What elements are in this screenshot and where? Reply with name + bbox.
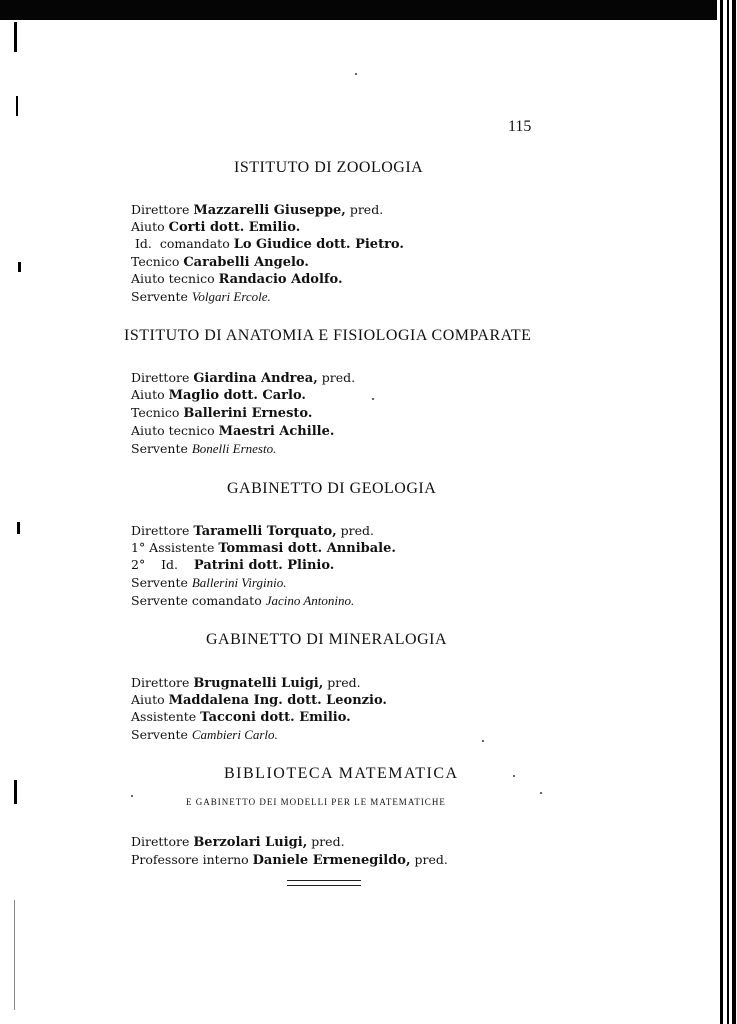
- staff-suffix: pred.: [317, 370, 356, 385]
- staff-entry: [131, 523, 374, 539]
- scan-left-edge: [0, 0, 24, 1024]
- staff-name: Tommasi dott. Annibale.: [218, 541, 396, 556]
- section-heading-geologia: GABINETTO DI GEOLOGIA: [227, 480, 437, 497]
- section-subheading-biblioteca: E GABINETTO DEI MODELLI PER LE MATEMATICHE: [186, 797, 446, 807]
- staff-name: Patrini dott. Plinio.: [193, 558, 335, 573]
- staff-name-italic: Jacino Antonino.: [265, 593, 355, 608]
- staff-role: Aiuto: [131, 219, 169, 234]
- scan-speck: [131, 795, 133, 797]
- staff-name: Taramelli Torquato,: [193, 524, 337, 539]
- staff-role: Tecnico: [131, 254, 184, 269]
- staff-suffix: pred.: [307, 834, 345, 849]
- staff-name: Mazzarelli Giuseppe,: [193, 203, 346, 218]
- staff-role: Direttore: [131, 675, 194, 690]
- staff-name-italic: Volgari Ercole.: [191, 289, 271, 304]
- staff-entry: [131, 540, 396, 556]
- staff-entry: [131, 675, 361, 691]
- staff-entry: [131, 593, 354, 609]
- section-heading-zoologia: ISTITUTO DI ZOOLOGIA: [234, 159, 424, 176]
- staff-role: Servente: [131, 289, 192, 304]
- staff-entry: [131, 219, 300, 235]
- staff-entry: [131, 834, 345, 850]
- staff-name: Maglio dott. Carlo.: [168, 388, 306, 403]
- staff-role: Id. comandato: [131, 236, 234, 251]
- staff-name: Giardina Andrea,: [193, 371, 318, 386]
- scan-right-edge: [717, 0, 737, 1024]
- page-number: 115: [508, 118, 532, 135]
- staff-name-italic: Bonelli Ernesto.: [191, 441, 277, 456]
- staff-role: Direttore: [131, 202, 194, 217]
- staff-role: Servente: [131, 727, 192, 742]
- staff-name: Brugnatelli Luigi,: [193, 676, 324, 691]
- staff-entry: [131, 575, 286, 591]
- section-heading-biblioteca: BIBLIOTECA MATEMATICA: [224, 765, 459, 782]
- staff-entry: [131, 236, 404, 252]
- staff-suffix: pred.: [336, 523, 375, 538]
- staff-entry: [131, 271, 342, 287]
- staff-role: Servente comandato: [131, 593, 266, 608]
- staff-entry: [131, 441, 276, 457]
- staff-name-italic: Cambieri Carlo.: [191, 727, 278, 742]
- staff-entry: [131, 254, 309, 270]
- staff-entry: [131, 709, 351, 725]
- staff-role: Direttore: [131, 523, 194, 538]
- staff-role: 2° Id.: [131, 557, 194, 572]
- staff-entry: [131, 852, 448, 868]
- scan-speck: [513, 775, 515, 777]
- staff-entry: [131, 370, 355, 386]
- staff-suffix: pred.: [410, 852, 448, 867]
- scan-speck: [372, 398, 374, 400]
- staff-name: Lo Giudice dott. Pietro.: [233, 237, 404, 252]
- staff-role: Assistente: [131, 709, 201, 724]
- staff-role: Direttore: [131, 834, 194, 849]
- staff-name: Randacio Adolfo.: [218, 272, 343, 287]
- section-heading-anatomia: ISTITUTO DI ANATOMIA E FISIOLOGIA COMPARATE: [124, 327, 532, 344]
- scan-speck: [355, 73, 357, 75]
- staff-name: Ballerini Ernesto.: [183, 406, 313, 421]
- staff-role: Aiuto: [131, 387, 169, 402]
- staff-entry: [131, 387, 306, 403]
- staff-entry: [131, 727, 278, 743]
- staff-role: Direttore: [131, 370, 194, 385]
- staff-entry: [131, 423, 334, 439]
- staff-role: Professore interno: [131, 852, 253, 867]
- staff-name: Corti dott. Emilio.: [168, 220, 301, 235]
- section-heading-mineralogia: GABINETTO DI MINERALOGIA: [206, 631, 448, 648]
- scan-speck: [482, 740, 484, 742]
- staff-entry: [131, 202, 383, 218]
- staff-name: Maddalena Ing. dott. Leonzio.: [168, 693, 387, 708]
- staff-name-italic: Ballerini Virginio.: [191, 575, 287, 590]
- closing-double-rule: [287, 880, 361, 886]
- staff-entry: [131, 405, 312, 421]
- staff-role: Aiuto tecnico: [131, 423, 219, 438]
- staff-entry: [131, 692, 387, 708]
- staff-suffix: pred.: [345, 202, 384, 217]
- scan-speck: [540, 792, 542, 794]
- staff-name: Berzolari Luigi,: [193, 835, 308, 850]
- staff-entry: [131, 557, 334, 573]
- staff-role: Servente: [131, 441, 192, 456]
- staff-role: Tecnico: [131, 405, 184, 420]
- staff-role: Aiuto tecnico: [131, 271, 219, 286]
- staff-name: Carabelli Angelo.: [183, 255, 309, 270]
- staff-role: Servente: [131, 575, 192, 590]
- staff-entry: [131, 289, 271, 305]
- staff-name: Tacconi dott. Emilio.: [200, 710, 351, 725]
- staff-role: 1° Assistente: [131, 540, 219, 555]
- staff-suffix: pred.: [323, 675, 361, 690]
- staff-role: Aiuto: [131, 692, 169, 707]
- staff-name: Daniele Ermenegildo,: [252, 853, 411, 868]
- staff-name: Maestri Achille.: [218, 424, 335, 439]
- scan-top-border: [0, 0, 737, 20]
